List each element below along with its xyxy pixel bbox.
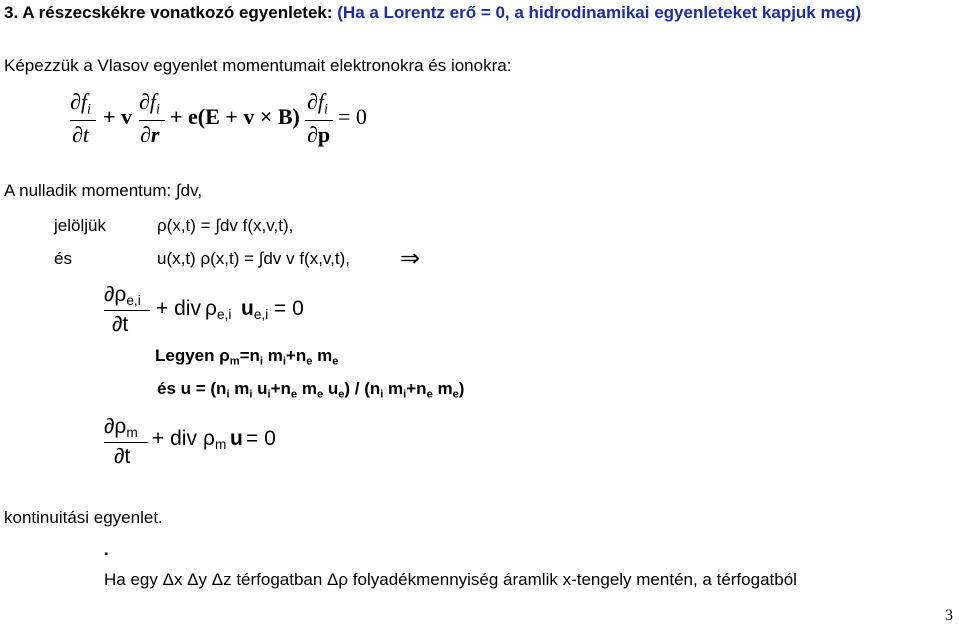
cont-m-num: $\partial\rho_m$ bbox=[104, 415, 138, 441]
vlasov-num-3: $\partial f_i$ bbox=[307, 89, 328, 118]
cont-m-rhs: = 0 bbox=[246, 427, 276, 450]
u-definition: u(x,t) ρ(x,t) = ∫dv v f(x,v,t), bbox=[157, 249, 350, 268]
vlasov-plus-v: + v bbox=[103, 104, 133, 129]
cont-m-div: + div bbox=[152, 427, 197, 450]
bottom-text: Ha egy Δx Δy Δz térfogatban Δρ folyadékmennyiség áramlik x-tengely mentén, a térfogatból bbox=[104, 570, 797, 589]
and-label: és bbox=[54, 249, 72, 268]
cont-m-den: ∂t bbox=[114, 445, 131, 468]
define-label: jelöljük bbox=[54, 216, 106, 235]
cont-m-rho: $\rho_m$ bbox=[203, 427, 227, 453]
vlasov-den-2: ∂r bbox=[140, 122, 160, 147]
vlasov-fraction-bar-2 bbox=[139, 120, 165, 121]
cont-ei-den: ∂t bbox=[112, 313, 129, 336]
cont-ei-num: $\partial\rho_{e,i}$ bbox=[104, 283, 141, 309]
vlasov-fraction-bar-1 bbox=[70, 120, 96, 121]
vlasov-force-term: + e(E + v × B) bbox=[170, 104, 300, 129]
cont-ei-rhs: = 0 bbox=[274, 297, 304, 320]
u-mean-line: és $u = (n_i$ $m_i$ $u_i+n_e$ $m_e$ $u_e) / (n_i$ $m_i+n_e$ $m_e$) bbox=[157, 379, 465, 401]
vlasov-den-1: ∂t bbox=[72, 122, 89, 147]
implies-arrow-icon: ⇒ bbox=[400, 245, 421, 272]
vlasov-num-1: $\partial f_i$ bbox=[70, 89, 91, 118]
heading-highlight: (Ha a Lorentz erő = 0, a hidrodinamikai egyenleteket kapjuk meg) bbox=[337, 3, 862, 22]
heading-prefix: 3. A részecskékre vonatkozó egyenletek: bbox=[4, 3, 338, 22]
dot-marker: . bbox=[104, 540, 109, 559]
rho-definition: ρ(x,t) = ∫dv f(x,v,t), bbox=[157, 216, 294, 235]
vlasov-num-2: $\partial f_i$ bbox=[139, 89, 160, 118]
cont-m-fraction-bar bbox=[104, 442, 148, 443]
vlasov-den-3: ∂p bbox=[307, 122, 331, 147]
page-number: 3 bbox=[945, 607, 953, 624]
continuity-label: kontinuitási egyenlet. bbox=[4, 508, 163, 527]
cont-ei-rho: $\rho_{e,i}$ bbox=[205, 297, 232, 323]
vlasov-rhs: = 0 bbox=[338, 104, 367, 129]
intro-text: Képezzük a Vlasov egyenlet momentumait elektronokra és ionokra: bbox=[4, 56, 512, 75]
cont-m-u: u bbox=[230, 427, 243, 450]
cont-ei-fraction-bar bbox=[104, 310, 150, 311]
zeroth-moment-text: A nulladik momentum: ∫dv, bbox=[4, 181, 203, 200]
let-line: Legyen $\rho_m=n_i$ $m_i+n_e$ $m_e$ bbox=[155, 346, 339, 368]
cont-ei-div: + div bbox=[156, 297, 201, 320]
cont-ei-u: $u_{e,i}$ bbox=[241, 297, 269, 323]
vlasov-fraction-bar-3 bbox=[305, 120, 333, 121]
slide-heading bbox=[4, 2, 954, 24]
